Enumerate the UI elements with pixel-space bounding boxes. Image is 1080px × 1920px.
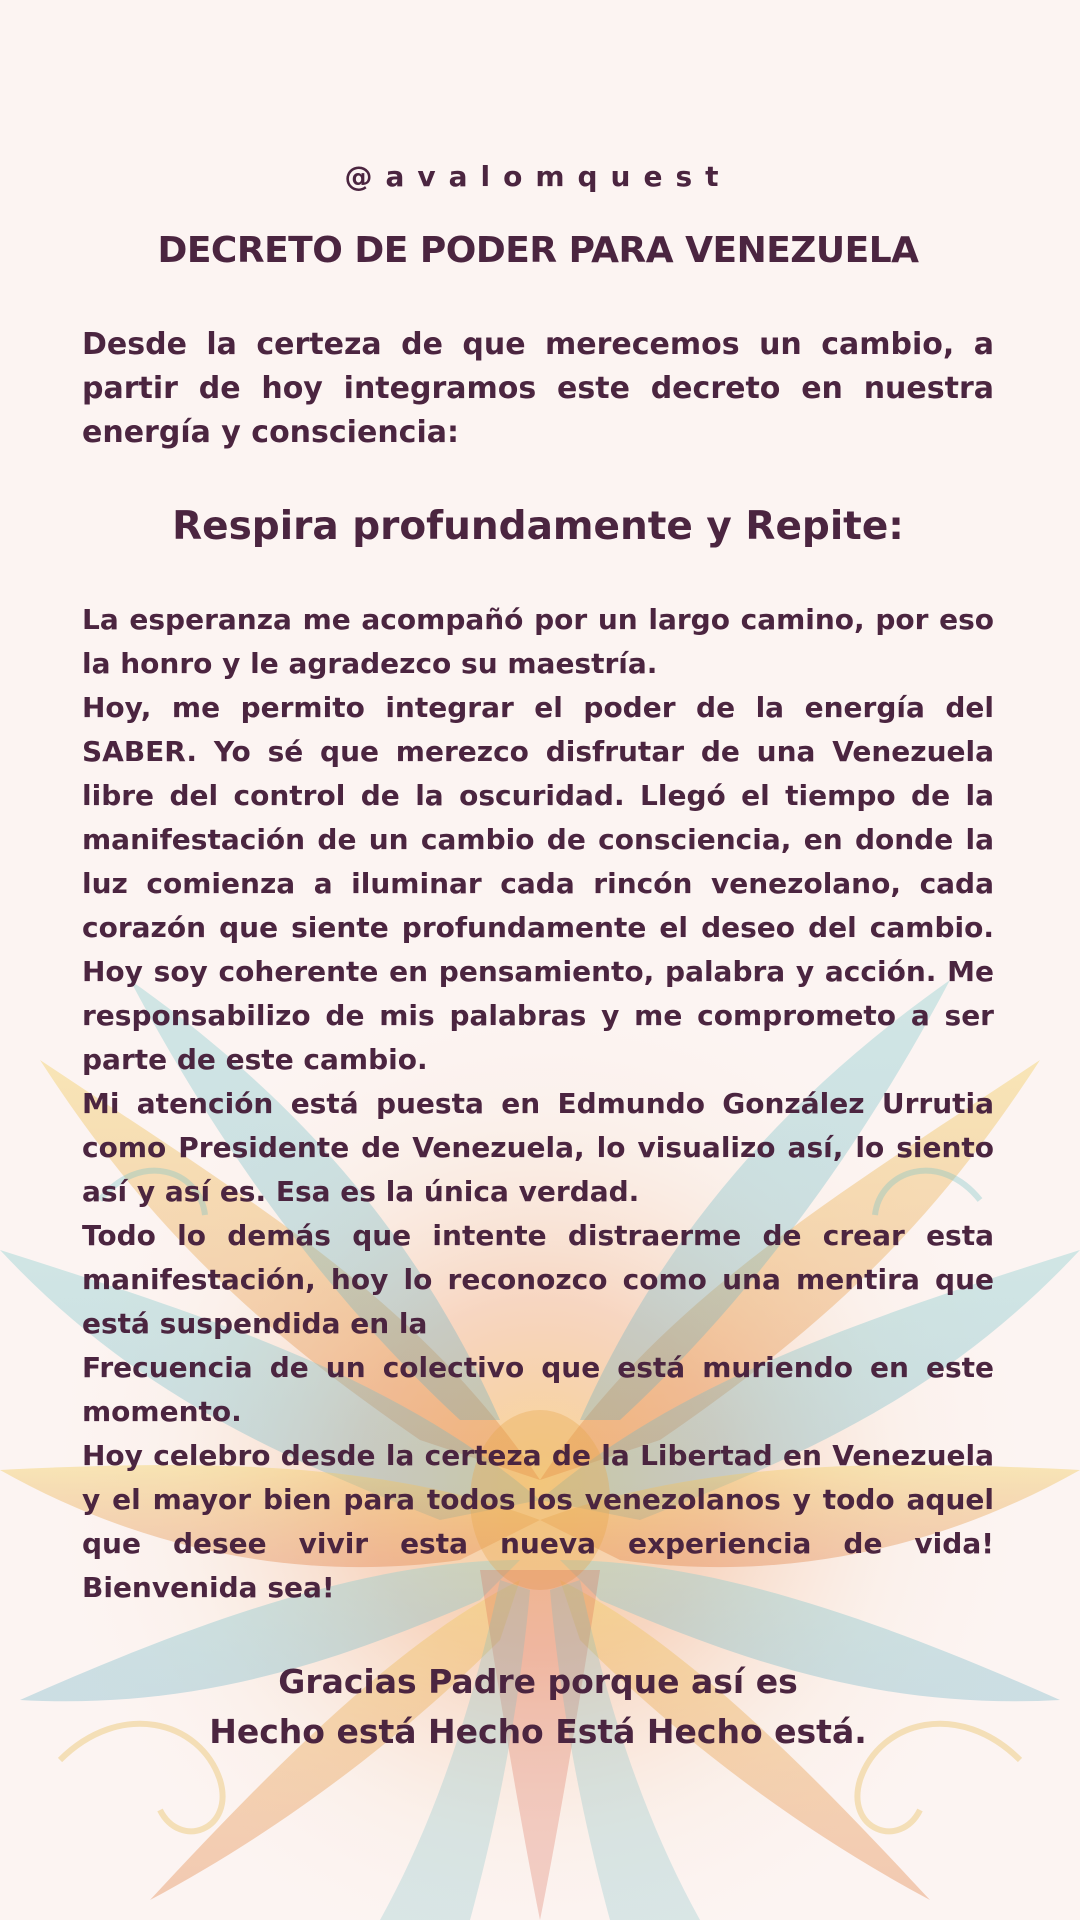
closing-line: Gracias Padre porque así es (278, 1662, 798, 1701)
body-paragraph: Todo lo demás que intente distraerme de crear esta manifestación, hoy lo reconozco como una mentira que está suspendida en la (82, 1219, 994, 1340)
decree-body (82, 598, 994, 1610)
closing-line: Hecho está Hecho Está Hecho está. (209, 1712, 867, 1751)
body-paragraph: Mi atención está puesta en Edmundo González Urrutia como Presidente de Venezuela, lo visualizo así, lo siento así y así es. Esa es la única verdad. (82, 1087, 994, 1208)
body-paragraph: Hoy, me permito integrar el poder de la energía del SABER. Yo sé que merezco disfrutar de una Venezuela libre del control de la oscuridad. Llegó el tiempo de la manifestación de un cambio de consciencia, en donde la luz comienza a iluminar cada rincón venezolano, cada corazón que siente profundamente el deseo del cambio. Hoy soy coherente en pensamiento, palabra y acción. Me responsabilizo de mis palabras y me comprometo a ser parte de este cambio. (82, 691, 994, 1076)
page-title: DECRETO DE PODER PARA VENEZUELA (157, 230, 919, 271)
section-subtitle: Respira profundamente y Repite: (172, 504, 904, 549)
body-paragraph: Hoy celebro desde la certeza de la Libertad en Venezuela y el mayor bien para todos los venezolanos y todo aquel que desee vivir esta nueva experiencia de vida! Bienvenida sea! (82, 1439, 994, 1604)
body-paragraph: La esperanza me acompañó por un largo camino, por eso la honro y le agradezco su maestría. (82, 603, 994, 680)
body-paragraph: Frecuencia de un colectivo que está muriendo en este momento. (82, 1351, 994, 1428)
author-handle: @avalomquest (344, 160, 732, 193)
intro-paragraph: Desde la certeza de que merecemos un cambio, a partir de hoy integramos este decreto en nuestra energía y consciencia: (82, 327, 994, 450)
closing-block (82, 1657, 994, 1757)
